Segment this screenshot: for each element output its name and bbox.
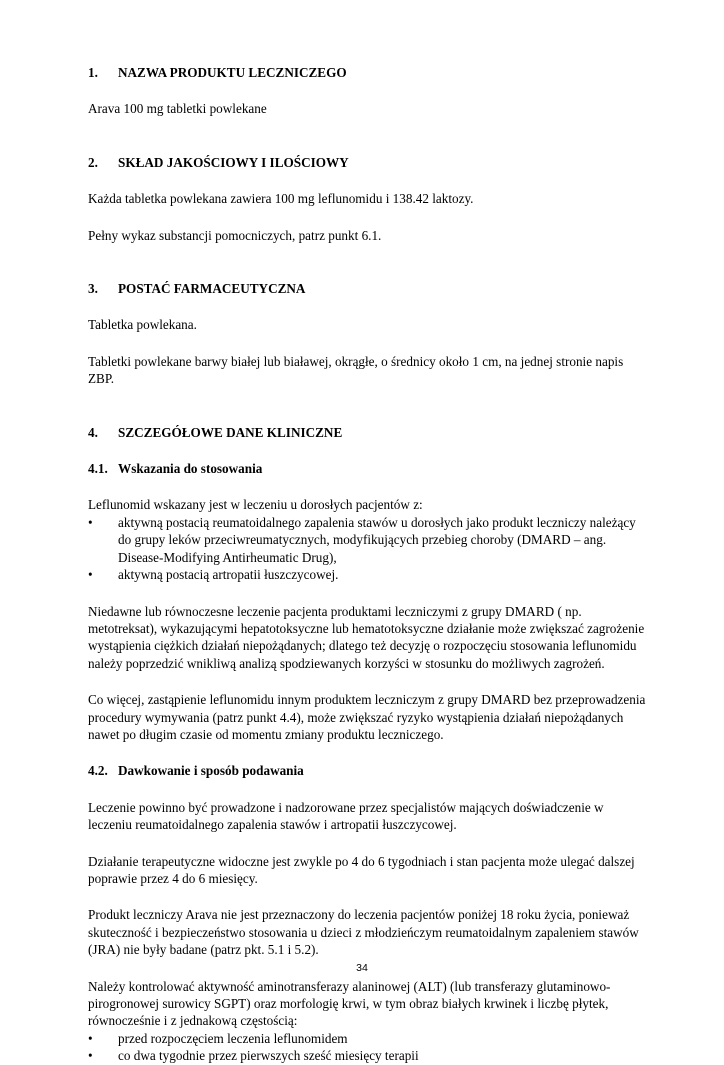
bullet: • [88,514,93,530]
subsection-title: Wskazania do stosowania [118,461,263,477]
bullet: • [88,1030,93,1046]
subsection-number: 4.1. [88,461,108,477]
section-number: 2. [88,154,98,170]
page-number: 34 [356,962,368,974]
indications-list [88,514,648,584]
bullet: • [88,567,93,583]
section-title: SKŁAD JAKOŚCIOWY I ILOŚCIOWY [118,154,349,170]
paragraph: Pełny wykaz substancji pomocniczych, patrz punkt 6.1. [88,227,382,243]
paragraph: Każda tabletka powlekana zawiera 100 mg leflunomidu i 138.42 laktozy. [88,191,474,207]
section-2-heading [88,154,648,171]
list-item-text: aktywną postacią reumatoidalnego zapalenia stawów u dorosłych jako produkt leczniczy należący do grupy leków przeciwreumatycznych, modyfikujących przebieg choroby (DMARD – ang. Disease-Modifying Antirheumatic Drug), [118,514,636,565]
list-item-text: przed rozpoczęciem leczenia leflunomidem [118,1030,348,1046]
section-number: 4. [88,424,98,440]
monitoring-list [88,1030,648,1065]
section-title: POSTAĆ FARMACEUTYCZNA [118,281,306,297]
paragraph: Tabletki powlekane barwy białej lub białawej, okrągłe, o średnicy około 1 cm, na jednej stronie napis ZBP. [88,353,624,387]
list-item-text: co dwa tygodnie przez pierwszych sześć miesięcy terapii [118,1048,419,1064]
section-title: NAZWA PRODUKTU LECZNICZEGO [118,65,347,80]
product-name: Arava 100 mg tabletki powlekane [88,101,267,117]
list-item [88,514,648,566]
paragraph: Produkt leczniczy Arava nie jest przeznaczony do leczenia pacjentów poniżej 18 roku życia, ponieważ skuteczność i bezpieczeństwo stosowania u dzieci z młodzieńczym reumatoidalnym zapaleniem stawów (JRA) nie były badane (patrz pkt. 5.1 i 5.2). [88,907,639,958]
paragraph: Działanie terapeutyczne widoczne jest zwykle po 4 do 6 tygodniach i stan pacjenta może ulegać dalszej poprawie przez 4 do 6 miesięcy. [88,853,635,886]
section-title: SZCZEGÓŁOWE DANE KLINICZNE [118,424,343,440]
section-3-heading [88,280,648,297]
section-1-heading [88,64,648,81]
paragraph: Leflunomid wskazany jest w leczeniu u dorosłych pacjentów z: [88,497,423,513]
document-page [88,64,648,1065]
list-item [88,566,648,583]
paragraph: Co więcej, zastąpienie leflunomidu innym produktem leczniczym z grupy DMARD bez przeprowadzenia procedury wymywania (patrz punkt 4.4), może zwiększać ryzyko wystąpienia działań niepożądanych nawet po długim czasie od momentu zmiany produktu leczniczego. [88,692,646,742]
section-number: 1. [88,65,98,80]
subsection-title: Dawkowanie i sposób podawania [118,763,304,779]
subsection-4-2-heading [88,762,648,779]
paragraph: Tabletka powlekana. [88,317,197,333]
section-4-heading [88,424,648,441]
list-item [88,1047,648,1064]
paragraph: Niedawne lub równoczesne leczenie pacjenta produktami leczniczymi z grupy DMARD ( np. metotreksat), wykazującymi hepatotoksyczne lub hematotoksyczne działanie może zwiększać zagrożenie wystąpienia ciężkich działań niepożądanych; dlatego też decyzję o rozpoczęciu stosowania leflunomidu należy poprzedzić wnikliwą analizą spodziewanych korzyści w stosunku do możliwych zagrożeń. [88,603,645,671]
section-number: 3. [88,281,98,297]
list-item-text: aktywną postacią artropatii łuszczycowej. [118,567,339,583]
subsection-number: 4.2. [88,763,108,779]
subsection-4-1-heading [88,460,648,477]
bullet: • [88,1048,93,1064]
paragraph: Należy kontrolować aktywność aminotransferazy alaninowej (ALT) (lub transferazy glutaminowo-pirogronowej surowicy SGPT) oraz morfologię krwi, w tym obraz białych krwinek i liczbę płytek, równocześnie i z jednakową częstością: [88,978,611,1029]
list-item [88,1030,648,1047]
paragraph: Leczenie powinno być prowadzone i nadzorowane przez specjalistów mających doświadczenie w leczeniu reumatoidalnego zapalenia stawów i artropatii łuszczycowej. [88,799,604,833]
